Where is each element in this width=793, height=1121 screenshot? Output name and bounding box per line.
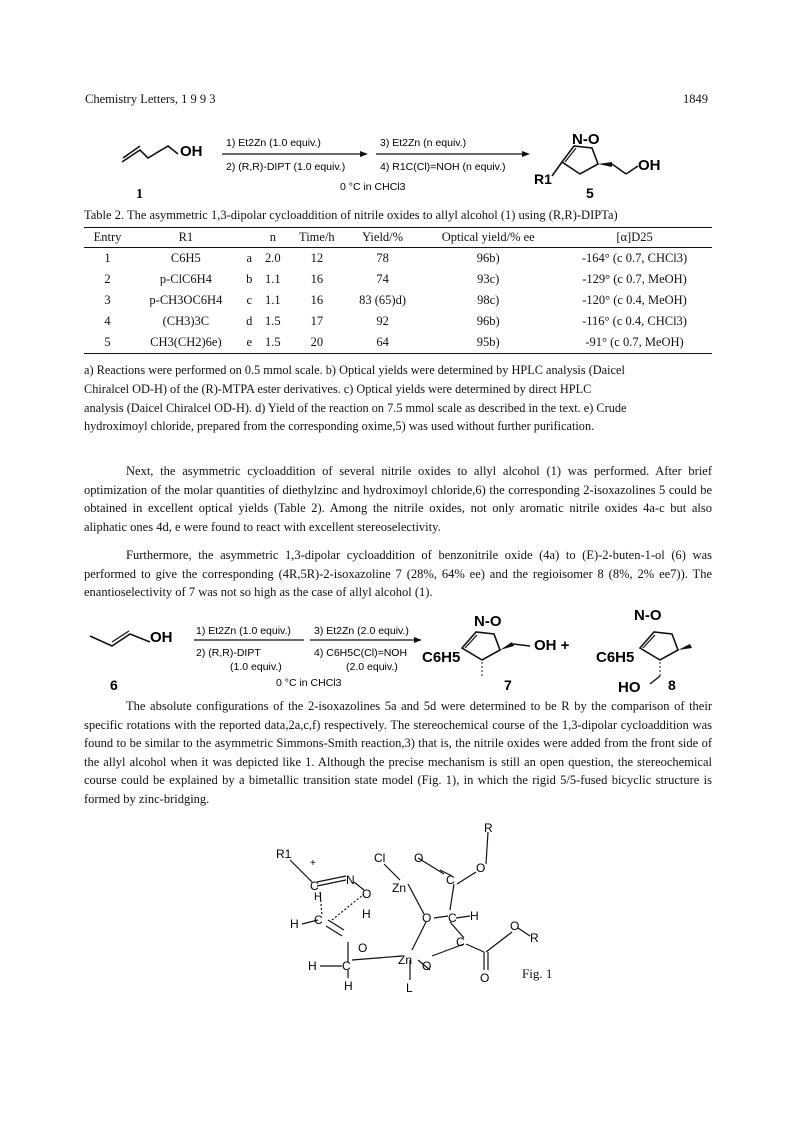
- cell: -116° (c 0.4, CHCl3): [582, 314, 687, 328]
- cell: 1.5: [258, 332, 288, 354]
- paragraph-1: [84, 462, 712, 536]
- cond-2: 2) (R,R)-DIPT (1.0 equiv.): [226, 161, 346, 173]
- cell: 83 (65)d): [359, 293, 407, 307]
- atom-h: H: [314, 891, 322, 903]
- label-6: 6: [110, 677, 118, 693]
- atom-c: C: [446, 873, 455, 887]
- atom-plus: +: [310, 858, 316, 869]
- table-row: [84, 311, 712, 332]
- atom-c: C: [314, 913, 323, 927]
- paragraph-text: Next, the asymmetric cycloaddition of several nitrile oxides to allyl alcohol (1) was performed. After brief optimization of the molar quantities of diethylzinc and hydroximoyl chloride,6) the corresponding 2-isoxazolines 5 could be obtained in excellent optical yields (Table 2). Among the nitrile oxides, not only aromatic nitrile oxides 4a-c but also aliphatic ones 4d, e were found to react with excellent stereoselectivity.: [84, 464, 712, 534]
- product-oh: OH: [638, 157, 661, 174]
- s2-cond-1: 1) Et2Zn (1.0 equiv.): [196, 625, 291, 637]
- cell: 95b): [419, 332, 557, 354]
- journal-header: Chemistry Letters, 1 9 9 3: [85, 92, 216, 106]
- atom-c: C: [448, 911, 457, 925]
- cell: 17: [310, 314, 324, 328]
- cell: 64: [346, 332, 420, 354]
- s2-cond-2: 2) (R,R)-DIPT: [196, 647, 261, 659]
- col-rotation: [α]D25: [557, 228, 712, 248]
- cell: 3: [104, 293, 111, 307]
- product-ring: N-O: [572, 131, 600, 148]
- atom-o: O: [358, 941, 368, 955]
- cell: 16: [310, 293, 324, 307]
- atom-h: H: [344, 979, 353, 993]
- paragraph-text: Furthermore, the asymmetric 1,3-dipolar cycloaddition of benzonitrile oxide (4a) to (E)-2-buten-1-ol (6) was performed to give the corresponding (4R,5R)-2-isoxazoline 7 (28%, 64% ee) and the regioisomer 8 (8%, 2% ee7)). The enantioselectivity of 7 was not so high as the case of allyl alcohol (1).: [84, 548, 712, 600]
- label-7: 7: [504, 677, 512, 693]
- atom-h: H: [290, 917, 299, 931]
- s2-cond-5: 0 °C in CHCl3: [276, 677, 342, 689]
- cell: 96b): [476, 251, 500, 265]
- product-r: R1: [534, 171, 552, 187]
- cell: b: [246, 272, 253, 286]
- paragraph-2: [84, 546, 712, 602]
- cell: (CH3)3C: [162, 314, 210, 328]
- table-caption: Table 2. The asymmetric 1,3-dipolar cycloaddition of nitrile oxides to allyl alcohol (1) using (R,R)-DIPTa): [84, 208, 618, 222]
- table-footnotes: [84, 361, 712, 436]
- cell: -91° (c 0.7, MeOH): [557, 332, 712, 354]
- p8-ho: HO: [618, 679, 641, 694]
- atom-l: L: [406, 981, 413, 995]
- paragraph-text: The absolute configurations of the 2-isoxazolines 5a and 5d were determined to be R by the comparison of their specific rotations with the reported data,2a,c,f) respectively. The stereochemical course of the 1,3-dipolar cycloaddition was found to be similar to the asymmetric Simmons-Smith reaction,3) that is, the nitrile oxides were added from the front side of the allyl alcohol when it was depicted like 1. Although the precise mechanism is still an open question, the stereochemical course could be explained by a bimetallic transition state model (Fig. 1), in which the rigid 5/5-fused bicyclic structure is formed by zinc-bridging.: [84, 699, 712, 806]
- s2-cond-3: 3) Et2Zn (2.0 equiv.): [314, 625, 409, 637]
- label-8: 8: [668, 677, 676, 693]
- footnote-line: hydroximoyl chloride, prepared from the corresponding oxime,5) was used without further purification.: [84, 419, 595, 434]
- cond-5: 0 °C in CHCl3: [340, 181, 406, 193]
- results-table: [84, 227, 712, 354]
- cond-3: 3) Et2Zn (n equiv.): [380, 137, 467, 149]
- reaction-scheme-1: [112, 118, 712, 203]
- cell: 78: [376, 251, 389, 265]
- cell: 1.5: [265, 314, 281, 328]
- atom-h: H: [362, 907, 371, 921]
- s2-cond-2b: (1.0 equiv.): [230, 661, 282, 673]
- cell: 1.1: [265, 293, 281, 307]
- cell: p-CH3OC6H4: [149, 293, 223, 307]
- atom-o: O: [480, 971, 490, 985]
- cell: -120° (c 0.4, MeOH): [582, 293, 687, 307]
- cell: 98c): [477, 293, 500, 307]
- footnote-line: analysis (Daicel Chiralcel OD-H). d) Yield of the reaction on 7.5 mmol scale as described in the text. e) Crude: [84, 400, 627, 415]
- table-header-row: [84, 228, 712, 248]
- cell: 2.0: [265, 251, 281, 265]
- atom-h: H: [470, 909, 479, 923]
- footnote-line: Chiralcel OD-H) of the (R)-MTPA ester derivatives. c) Optical yields were determined by direct HPLC: [84, 381, 592, 396]
- cell: C6H5: [170, 251, 201, 265]
- col-time: Time/h: [288, 228, 346, 248]
- s2-cond-4b: (2.0 equiv.): [346, 661, 398, 673]
- paragraph-3: [84, 697, 712, 809]
- cond-1: 1) Et2Zn (1.0 equiv.): [226, 137, 321, 149]
- atom-c: C: [456, 935, 465, 949]
- atom-r-right: R: [530, 931, 539, 945]
- p7-ring: N-O: [474, 613, 502, 630]
- footnote-line: a) Reactions were performed on 0.5 mmol scale. b) Optical yields were determined by HPLC analysis (Daicel: [84, 363, 625, 377]
- atom-r1: R1: [276, 847, 292, 861]
- cell: -129° (c 0.7, MeOH): [582, 272, 687, 286]
- figure-caption: Fig. 1: [522, 966, 553, 981]
- table-row: [84, 290, 712, 311]
- atom-o: O: [362, 887, 372, 901]
- atom-o: O: [422, 911, 432, 925]
- cell: 12: [310, 251, 324, 265]
- atom-c: C: [342, 959, 351, 973]
- atom-zn: Zn: [398, 953, 413, 967]
- atom-o: O: [414, 851, 424, 865]
- cell: 93c): [477, 272, 500, 286]
- cell: 92: [376, 314, 389, 328]
- cell: 5: [84, 332, 131, 354]
- label-1: 1: [136, 187, 143, 202]
- cell: 2: [104, 272, 111, 286]
- atom-n: N: [346, 873, 355, 887]
- col-entry: Entry: [84, 228, 131, 248]
- atom-r-top: R: [484, 821, 493, 835]
- cell: d: [246, 314, 253, 328]
- atom-o: O: [422, 959, 432, 973]
- atom-cl: Cl: [374, 851, 386, 865]
- cell: 4: [104, 314, 111, 328]
- atom-zn: Zn: [392, 881, 407, 895]
- atom-o: O: [476, 861, 486, 875]
- atom-c: C: [310, 879, 319, 893]
- col-r1: R1: [131, 228, 241, 248]
- cell: a: [246, 251, 253, 265]
- cell: 1.1: [265, 272, 281, 286]
- cell: p-ClC6H4: [159, 272, 212, 286]
- atom-h: H: [308, 959, 317, 973]
- cell: -164° (c 0.7, CHCl3): [581, 251, 688, 265]
- cell: CH3(CH2)6e): [131, 332, 241, 354]
- cell: 16: [310, 272, 324, 286]
- p8-group: C6H5: [596, 649, 635, 666]
- p7-group: C6H5: [422, 649, 461, 666]
- cell: 20: [288, 332, 346, 354]
- cond-4: 4) R1C(Cl)=NOH (n equiv.): [380, 161, 506, 173]
- s2-cond-4: 4) C6H5C(Cl)=NOH: [314, 647, 408, 659]
- col-n: n: [258, 228, 288, 248]
- cell: e: [241, 332, 258, 354]
- cell: 1: [104, 251, 111, 265]
- page-number: 1849: [683, 92, 708, 106]
- cell: 74: [376, 272, 389, 286]
- table-row: [84, 269, 712, 290]
- p8-ring: N-O: [634, 610, 662, 624]
- reactant-oh: OH: [180, 143, 203, 160]
- cell: 96b): [476, 314, 500, 328]
- reactant-6-oh: OH: [150, 629, 173, 646]
- reaction-scheme-2: [84, 610, 714, 694]
- col-ee: Optical yield/% ee: [419, 228, 557, 248]
- col-yield: Yield/%: [346, 228, 420, 248]
- col-letter: [241, 228, 258, 248]
- table-row: [84, 332, 712, 354]
- cell: c: [246, 293, 253, 307]
- atom-o: O: [510, 919, 520, 933]
- table-row: [84, 248, 712, 270]
- p7-oh: OH +: [534, 637, 570, 654]
- label-5: 5: [586, 185, 594, 201]
